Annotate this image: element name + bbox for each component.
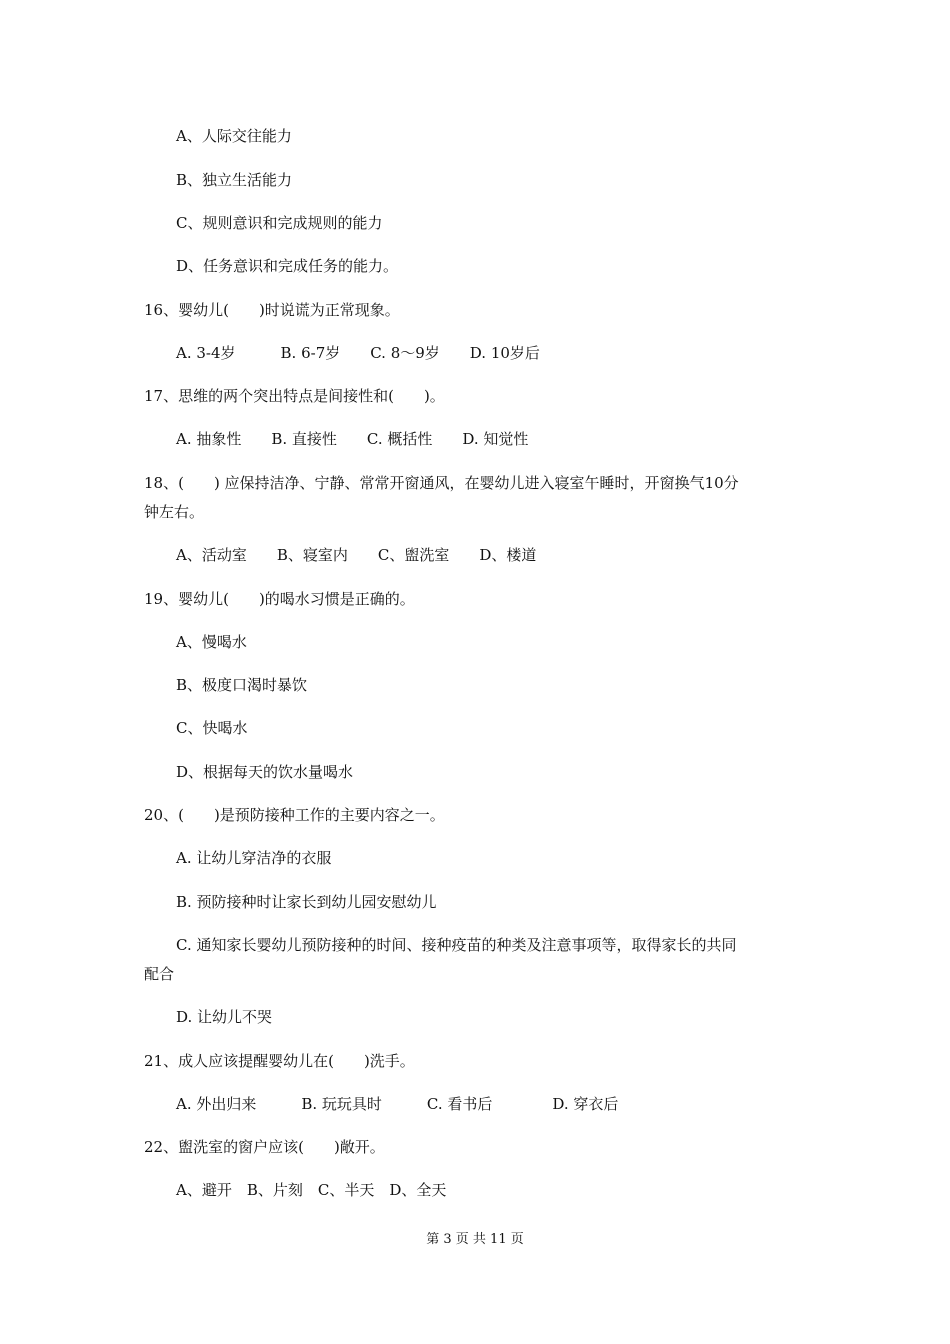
- option-line: A. 外出归来 B. 玩玩具时 C. 看书后 D. 穿衣后: [176, 1095, 619, 1113]
- option-line: A. 抽象性 B. 直接性 C. 概括性 D. 知觉性: [176, 430, 529, 448]
- option-line: A、慢喝水: [176, 633, 247, 651]
- option-line: C、快喝水: [176, 719, 248, 737]
- question-20: 20、( )是预防接种工作的主要内容之一。: [144, 806, 445, 824]
- option-line: B. 预防接种时让家长到幼儿园安慰幼儿: [176, 893, 437, 911]
- option-line: B、独立生活能力: [176, 171, 293, 189]
- option-line: D、任务意识和完成任务的能力。: [176, 257, 399, 275]
- question-19: 19、婴幼儿( )的喝水习惯是正确的。: [144, 590, 415, 608]
- option-line: D. 让幼儿不哭: [176, 1008, 273, 1026]
- option-line: C. 通知家长婴幼儿预防接种的时间、接种疫苗的种类及注意事项等，取得家长的共同: [176, 936, 737, 954]
- option-line-cont: 配合: [144, 965, 175, 983]
- option-line: A、避开 B、片刻 C、半天 D、全天: [176, 1181, 447, 1199]
- option-line: A. 让幼儿穿洁净的衣服: [176, 849, 332, 867]
- page-footer: 第 3 页 共 11 页: [426, 1232, 524, 1247]
- question-18-cont: 钟左右。: [144, 503, 205, 521]
- option-line: C、规则意识和完成规则的能力: [176, 214, 383, 232]
- option-line: D、根据每天的饮水量喝水: [176, 763, 354, 781]
- question-21: 21、成人应该提醒婴幼儿在( )洗手。: [144, 1052, 415, 1070]
- option-line: A、人际交往能力: [176, 127, 292, 145]
- option-line: A、活动室 B、寝室内 C、盥洗室 D、楼道: [176, 546, 537, 564]
- question-17: 17、思维的两个突出特点是间接性和( )。: [144, 387, 445, 405]
- question-22: 22、盥洗室的窗户应该( )敞开。: [144, 1138, 385, 1156]
- question-16: 16、婴幼儿( )时说谎为正常现象。: [144, 301, 400, 319]
- option-line: B、极度口渴时暴饮: [176, 676, 308, 694]
- option-line: A. 3-4岁 B. 6-7岁 C. 8～9岁 D. 10岁后: [176, 344, 540, 362]
- question-18: 18、( ) 应保持洁净、宁静、常常开窗通风，在婴幼儿进入寝室午睡时，开窗换气10分: [144, 474, 739, 492]
